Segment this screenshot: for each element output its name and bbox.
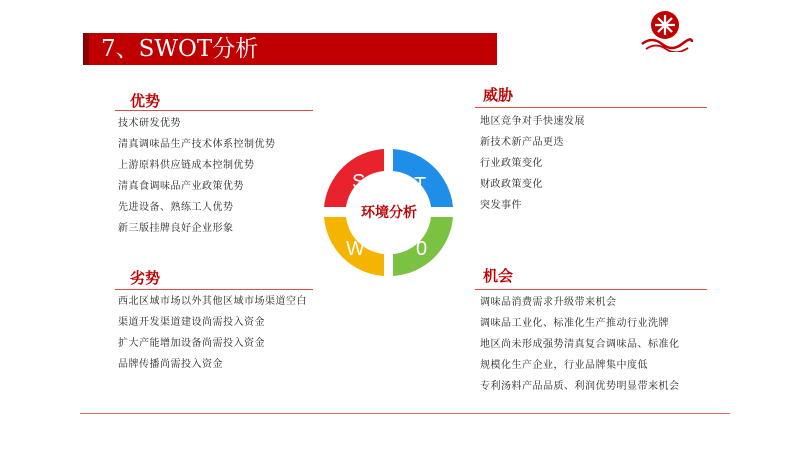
threats-title: 威胁 [483,86,514,104]
threat-item: 行业政策变化 [480,158,543,169]
weakness-item: 渠道开发渠道建设尚需投入资金 [118,317,265,328]
swot-w-label: W [346,238,365,260]
swot-s-label: S [352,171,366,193]
page-title: 7、SWOT分析 [101,36,259,62]
opportunity-item: 调味品消费需求升级带来机会 [480,297,617,308]
weakness-item: 西北区域市场以外其他区域市场渠道空白 [118,296,307,307]
strength-item: 新三版挂牌良好企业形象 [118,223,234,234]
threats-divider [475,107,707,108]
strengths-divider [115,110,313,111]
center-label: 环境分析 [361,205,417,221]
opportunity-item: 专利汤料产品品质、利润优势明显带来机会 [480,381,680,392]
swot-o-label: 0 [416,238,428,260]
title-accent [83,33,89,65]
threat-item: 地区竞争对手快速发展 [480,116,585,127]
opportunity-item: 调味品工业化、标准化生产推动行业洗牌 [480,318,669,329]
footer-divider [80,413,730,414]
strength-item: 技术研发优势 [118,118,181,129]
weaknesses-divider [115,289,313,290]
threat-item: 新技术新产品更迭 [480,137,564,148]
company-logo-icon [636,6,694,52]
strength-item: 清真食调味品产业政策优势 [118,181,244,192]
strength-item: 清真调味品生产技术体系控制优势 [118,139,276,150]
opportunities-title: 机会 [483,267,514,285]
weakness-item: 品牌传播尚需投入资金 [118,359,223,370]
weakness-item: 扩大产能增加设备尚需投入资金 [118,338,265,349]
threat-item: 财政政策变化 [480,179,543,190]
strengths-title: 优势 [130,92,161,110]
opportunity-item: 地区尚未形成强势清真复合调味品、标准化 [480,339,680,350]
threat-item: 突发事件 [480,200,522,211]
weaknesses-title: 劣势 [130,269,161,287]
opportunities-divider [475,289,707,290]
swot-t-label: T [414,174,427,196]
strength-item: 先进设备、熟练工人优势 [118,202,234,213]
opportunity-item: 规模化生产企业，行业品牌集中度低 [480,360,648,371]
strength-item: 上游原料供应链成本控制优势 [118,160,255,171]
